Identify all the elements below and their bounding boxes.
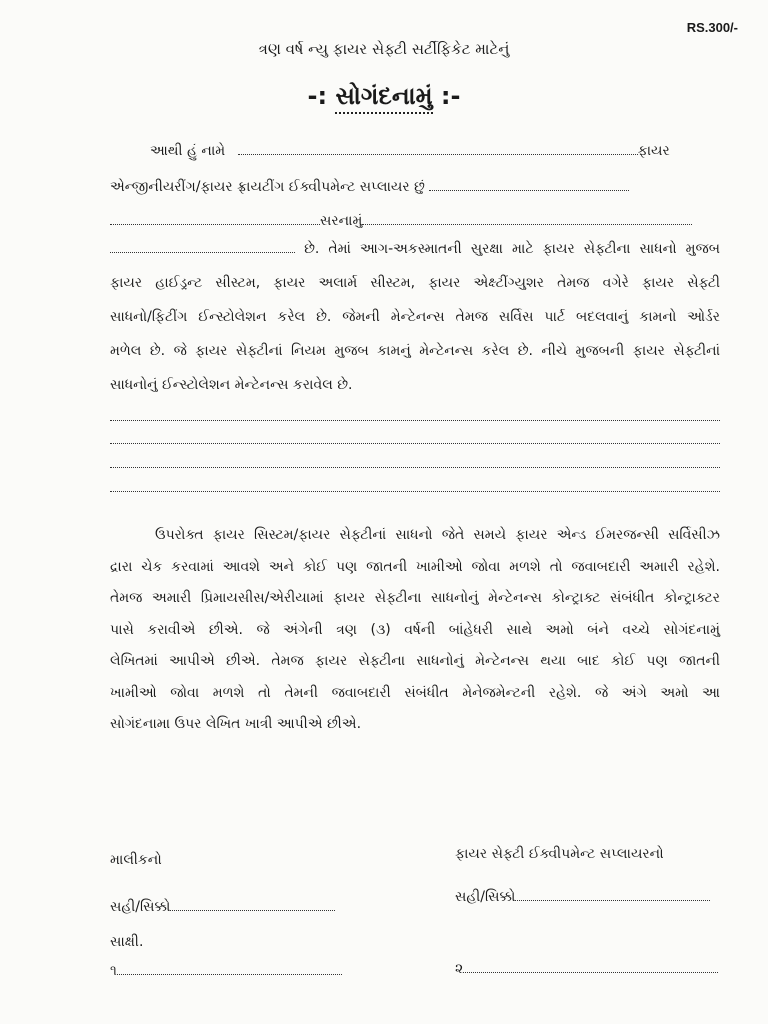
page-title: [0, 82, 768, 110]
address-line: [110, 210, 692, 229]
intro-name-label: આથી હું નામે: [150, 143, 226, 159]
owner-label: માલીકનો: [110, 852, 162, 868]
blank-line: [110, 420, 720, 421]
para1-line: મળેલ છે. જે ફાયર સેફ્ટીનાં નિયમ મુજબ કામનું મેન્ટેનન્સ કરેલ છે. નીચે મુજબની ફાયર સેફ્ટીનાં: [110, 343, 720, 359]
owner-sign-label: સહી/સિક્કો: [110, 899, 171, 915]
owner-sign-blank: [170, 896, 335, 911]
blank-line: [110, 491, 720, 492]
title-word: સોગંદનામું: [335, 82, 432, 114]
owner-sign-line: [110, 896, 335, 915]
line2-blank: [429, 176, 629, 191]
intro-line2-text: એન્જીનીયરીંગ/ફાયર ફ્રાયટીંગ ઈક્વીપમેન્ટ સપ્લાયર છું: [110, 179, 425, 195]
stamp-price: RS.300/-: [686, 20, 738, 35]
para1-text: છે. તેમાં આગ-અકસ્માતની સુરક્ષા માટે ફાયર સેફ્ટીના સાધનો મુજબ: [304, 241, 720, 257]
body-paragraph: [110, 520, 720, 741]
para2-line: તેમજ અમારી પ્રિમાયસીસ/એરીયામાં ફાયર સેફ્ટીના સાધનોનું મેન્ટેનન્સ કોન્ટ્રાક્ટ સંબંધીત કોન્ટ્રાક્ટર: [110, 590, 720, 606]
supplier-label: ફાયર સેફ્ટી ઈક્વીપમેન્ટ સપ્લાયરનો: [455, 846, 664, 862]
para2-line: પાસે કરાવીએ છીએ. જે અંગેની ત્રણ (૩) વર્ષની બાંહેધરી સાથે અમો બંને વચ્ચે સોગંદનામું: [110, 621, 720, 638]
subheading: ત્રણ વર્ષ ન્યુ ફાયર સેફ્ટી સર્ટીફિકેટ માટેનું: [258, 40, 510, 58]
title-left-mark: -:: [307, 82, 336, 110]
para1-line: ફાયર હાઈડ્રન્ટ સીસ્ટમ, ફાયર અલાર્મ સીસ્ટમ, ફાયર એક્ષ્ટીંગ્યુશર તેમજ વગેરે ફાયર સેફ્ટી: [110, 275, 720, 291]
para1-line: સાધનો/ફિટીંગ ઈન્સ્ટોલેશન કરેલ છે. જેમની મેન્ટેનન્સ તેમજ સર્વિસ પાર્ટ બદલવાનું કામનો ઓર્ડર: [110, 309, 720, 325]
witness-2-blank: [463, 958, 718, 973]
blank-line: [110, 443, 720, 444]
para1-blank: [110, 238, 295, 253]
witness-label: સાક્ષી.: [110, 934, 144, 950]
para1-line: [110, 232, 720, 266]
intro-line-2: [110, 176, 629, 195]
witness-1-blank: [117, 960, 342, 975]
blank-line: [110, 467, 720, 468]
supplier-sign-label: સહી/સિક્કો: [455, 889, 516, 905]
para2-line: લેખિતમાં આપીએ છીએ. તેમજ ફાયર સેફ્ટીના સાધનોનું મેન્ટેનન્સ થયા બાદ કોઈ પણ જાતની: [110, 653, 720, 669]
para2-line: ખામીઓ જોવા મળશે તો તેમની જવાબદારી સંબંધીત મેનેજમેન્ટની રહેશે. જે અંગે અમો આ: [110, 684, 720, 701]
witness-1-number: ૧: [110, 963, 117, 979]
address-blank-left: [110, 210, 320, 225]
address-label: સરનામું: [320, 213, 363, 229]
para2-line: દ્રારા ચેક કરવામાં આવશે અને કોઈ પણ જાતની ખામીઓ જોવા મળશે તો જવાબદારી અમારી રહેશે.: [110, 558, 720, 575]
supplier-sign-blank: [515, 886, 710, 901]
intro-line-1: [150, 140, 720, 159]
witness-2-number: ૨: [455, 961, 464, 977]
intro-line1-end: ફાયર: [637, 143, 670, 159]
title-right-mark: :-: [432, 82, 461, 110]
address-blank-right: [362, 210, 692, 225]
witness-1-line: [110, 960, 342, 979]
intro-paragraph: [110, 232, 720, 402]
supplier-sign-line: [455, 886, 710, 905]
para1-line: સાધનોનું ઈન્સ્ટોલેશન મેન્ટેનન્સ કરાવેલ છે.: [110, 377, 353, 393]
name-blank: [238, 140, 638, 155]
para2-line: ઉપરોક્ત ફાયર સિસ્ટમ/ફાયર સેફ્ટીનાં સાધનો જેતે સમયે ફાયર એન્ડ ઈમરજન્સી સર્વિસીઝ: [155, 527, 720, 543]
witness-2-line: [455, 958, 718, 977]
para2-line: સોગંદનામા ઉપર લેખિત ખાત્રી આપીએ છીએ.: [110, 716, 362, 732]
